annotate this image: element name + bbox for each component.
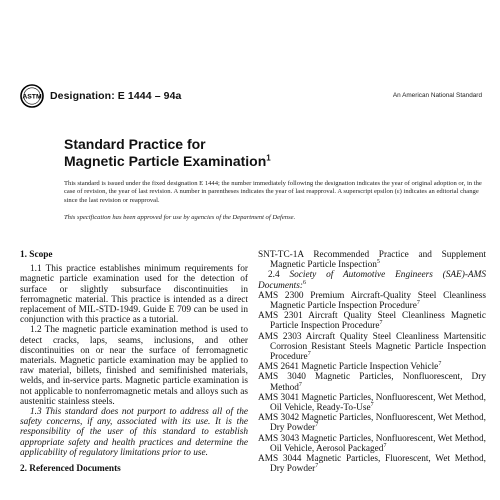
designation: Designation: E 1444 – 94a <box>50 90 182 102</box>
document-title <box>64 136 271 170</box>
reference-item: AMS 3044 Magnetic Particles, Fluorescent, Wet Method, Dry Powder$^7$ <box>258 454 486 475</box>
title-line-2: Magnetic Particle Examination$^1$ <box>64 153 271 169</box>
paragraph-1-2: 1.2 The magnetic particle examination method is used to detect cracks, laps, seams, inclusions, and other discontinuities on or near the surface of ferromagnetic materials. Magnetic particle examination may be applied to raw material, billets, finished and semifinished materials, welds, and in-service parts. Magnetic particle examination is not applicable to nonferromagnetic metals and alloys such as austenitic stainless steels. <box>20 325 248 407</box>
reference-item: AMS 2303 Aircraft Quality Steel Cleanliness Martensitic Corrosion Resistant Steels Magnetic Particle Inspection Procedure$^7$ <box>258 331 486 363</box>
astm-logo-icon <box>20 84 44 108</box>
title-line-1: Standard Practice for <box>64 136 206 152</box>
sae-reference-list <box>258 291 486 475</box>
section-heading-scope: 1. Scope <box>20 250 53 260</box>
reference-item: AMS 2301 Aircraft Quality Steel Cleanliness Magnetic Particle Inspection Procedure$^7$ <box>258 311 486 332</box>
section-heading-referenced-documents: 2. Referenced Documents <box>20 464 121 475</box>
left-column <box>20 250 248 478</box>
approval-note: This specification has been approved for use by agencies of the Department of Defense. <box>64 214 296 221</box>
document-header <box>20 84 482 112</box>
reference-item: AMS 3043 Magnetic Particles, Nonfluorescent, Wet Method, Oil Vehicle, Aerosol Packaged$^7$ <box>258 433 486 454</box>
reference-snt-tc-1a: SNT-TC-1A Recommended Practice and Supplement Magnetic Particle Inspection$^5$ <box>258 250 486 271</box>
reference-item: AMS 3041 Magnetic Particles, Nonfluorescent, Wet Method, Oil Vehicle, Ready-To-Use$^7$ <box>258 392 486 414</box>
title-footnote-mark: 1 <box>266 153 271 163</box>
svg-text:ASTM: ASTM <box>22 93 42 101</box>
issuance-notice: This standard is issued under the fixed designation E 1444; the number immediately following the designation indicates the year of original adoption or, in the case of revision, the year of last revision. A number in parentheses indicates the year of last reapproval. A superscript epsilon (ε) indicates an editorial change since the last revision or reapproval. <box>64 180 482 204</box>
paragraph-1-3: 1.3 This standard does not purport to address all of the safety concerns, if any, associated with its use. It is the responsibility of the user of this standard to establish appropriate safety and health practices and determine the applicability of regulatory limitations prior to use. <box>20 407 248 458</box>
national-standard-label: An American National Standard <box>392 92 482 99</box>
reference-item: AMS 3040 Magnetic Particles, Nonfluorescent, Dry Method$^7$ <box>258 372 486 393</box>
reference-item: AMS 2300 Premium Aircraft-Quality Steel Cleanliness Magnetic Particle Inspection Procedure$^7$ <box>258 290 486 312</box>
right-column <box>258 250 486 474</box>
reference-item: AMS 3042 Magnetic Particles, Nonfluorescent, Wet Method, Dry Powder$^7$ <box>258 413 486 434</box>
paragraph-2-4: 2.4 Society of Automotive Engineers (SAE)-AMS Documents:$^6$ <box>258 270 486 291</box>
paragraph-1-1: 1.1 This practice establishes minimum requirements for magnetic particle examination used for the detection of surface or slightly subsurface discontinuities in ferromagnetic material. This practice is intended as a direct replacement of MIL-STD-1949. Guide E 709 can be used in conjunction with this practice as a tutorial. <box>20 264 248 326</box>
reference-item: AMS 2641 Magnetic Particle Inspection Vehicle$^7$ <box>258 361 442 373</box>
